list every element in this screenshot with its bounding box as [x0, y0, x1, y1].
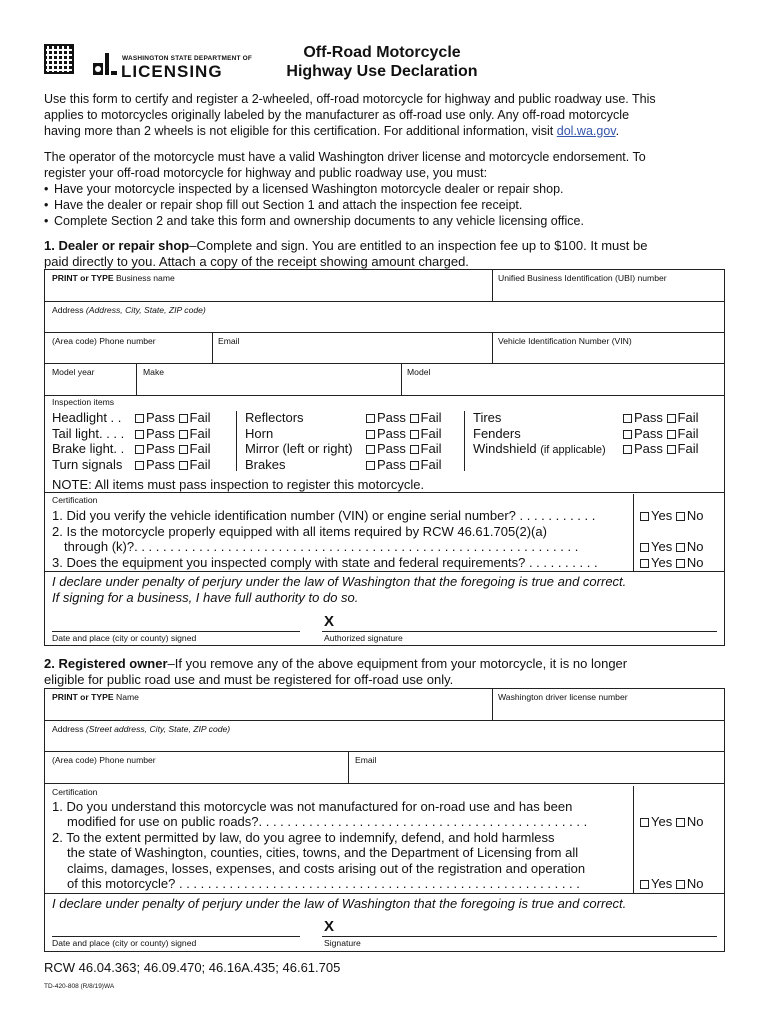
email-field[interactable]: Email [218, 336, 240, 346]
inspection-col-2 [245, 410, 442, 472]
vin-field[interactable]: Vehicle Identification Number (VIN) [498, 336, 632, 346]
fail-checkbox[interactable] [667, 430, 676, 439]
yes-checkbox[interactable] [640, 559, 649, 568]
owner-email-field[interactable]: Email [355, 755, 377, 765]
s2-signature-field[interactable]: Signature [324, 938, 361, 948]
s1-signature-x: X [324, 613, 335, 630]
fail-checkbox[interactable] [667, 445, 676, 454]
inspection-col-1 [52, 410, 211, 472]
fail-checkbox[interactable] [410, 414, 419, 423]
model-year-field[interactable]: Model year [52, 367, 95, 377]
intro-line: applies to motorcycles originally labeled by the manufacturer as off-road use only. Any off-road motorcycle [44, 108, 630, 122]
section1-heading [44, 238, 647, 254]
section1-title: 1. Dealer or repair shop [44, 238, 190, 253]
pass-checkbox[interactable] [135, 430, 144, 439]
yes-checkbox[interactable] [640, 512, 649, 521]
s1-q3-answers: Yes No [640, 555, 703, 570]
s2-question-2b: the state of Washington, counties, cities, towns, and the Department of Licensing from all [67, 845, 579, 860]
pass-checkbox[interactable] [623, 445, 632, 454]
yes-checkbox[interactable] [640, 880, 649, 889]
item-horn: Horn Pass Fail [245, 425, 442, 441]
item-turn-signals: Turn signals Pass Fail [52, 456, 211, 472]
s1-date-place-field[interactable]: Date and place (city or county) signed [52, 633, 197, 643]
s2-signature-x: X [324, 918, 335, 935]
intro-paragraph-1 [44, 91, 656, 139]
fail-checkbox[interactable] [410, 430, 419, 439]
intro-line: having more than 2 wheels is not eligible for this certification. For additional information, visit dol.wa.gov. [44, 124, 620, 138]
pass-checkbox[interactable] [623, 414, 632, 423]
dol-link[interactable]: dol.wa.gov [556, 124, 616, 138]
item-windshield: Windshield (if applicable) Pass Fail [473, 441, 699, 456]
owner-name-field[interactable]: PRINT or TYPE Name [52, 692, 139, 702]
s1-q2-answers: Yes No [640, 539, 703, 554]
fail-checkbox[interactable] [179, 461, 188, 470]
item-tires: Tires Pass Fail [473, 410, 699, 425]
section2-heading [44, 656, 627, 672]
no-checkbox[interactable] [676, 818, 685, 827]
inspection-note: NOTE: All items must pass inspection to register this motorcycle. [52, 477, 425, 492]
phone-field[interactable]: (Area code) Phone number [52, 336, 156, 346]
s1-declaration-1: I declare under penalty of perjury under the law of Washington that the foregoing is true and correct. [52, 574, 627, 589]
dol-logo-icon [90, 51, 118, 82]
yes-checkbox[interactable] [640, 543, 649, 552]
logo-small-text: WASHINGTON STATE DEPARTMENT OF [122, 55, 253, 62]
s2-declaration: I declare under penalty of perjury under the law of Washington that the foregoing is true and correct. [52, 896, 627, 911]
make-field[interactable]: Make [143, 367, 165, 377]
s1-question-2b: through (k)?. . . . . . . . . . . . . . . . . . . . . . . . . . . . . . . . . . . . . . . . . . . . . . . . . . . . . . . . . . . . . . [64, 539, 579, 554]
no-checkbox[interactable] [676, 543, 685, 552]
s1-declaration-2: If signing for a business, I have full authority to do so. [52, 590, 359, 605]
inspection-items-label: Inspection items [52, 397, 115, 407]
bullet-item: • Have the dealer or repair shop fill out Section 1 and attach the inspection fee receipt. [44, 197, 646, 213]
pass-checkbox[interactable] [366, 445, 375, 454]
intro-line: Use this form to certify and register a 2-wheeled, off-road motorcycle for highway and public roadway use. This [44, 92, 656, 106]
pass-checkbox[interactable] [135, 461, 144, 470]
business-name-field[interactable]: PRINT or TYPE Business name [52, 273, 175, 283]
item-reflectors: Reflectors Pass Fail [245, 410, 442, 425]
section2-text: –If you remove any of the above equipment from your motorcycle, it is no longer [167, 656, 628, 671]
intro-line: register your off-road motorcycle for highway and public roadway use, you must: [44, 166, 488, 180]
form-title [262, 43, 502, 81]
no-checkbox[interactable] [676, 880, 685, 889]
item-brakes: Brakes Pass Fail [245, 456, 442, 472]
ubi-field[interactable]: Unified Business Identification (UBI) number [498, 273, 667, 283]
section2-text2: eligible for public road use and must be registered for off-road use only. [44, 672, 454, 687]
fail-checkbox[interactable] [410, 461, 419, 470]
pass-checkbox[interactable] [366, 430, 375, 439]
s2-question-2c: claims, damages, losses, expenses, and costs arising out of the registration and operation [67, 861, 586, 876]
s1-question-1: 1. Did you verify the vehicle identification number (VIN) or engine serial number? . . . . . . . . . . . [52, 508, 596, 523]
item-headlight: Headlight . . Pass Fail [52, 410, 211, 425]
model-field[interactable]: Model [407, 367, 431, 377]
intro-line: The operator of the motorcycle must have a valid Washington driver license and motorcycle endorsement. To [44, 150, 646, 164]
s2-question-2a: 2. To the extent permitted by law, do you agree to indemnify, defend, and hold harmless [52, 830, 555, 845]
pass-checkbox[interactable] [623, 430, 632, 439]
owner-phone-field[interactable]: (Area code) Phone number [52, 755, 156, 765]
item-fenders: Fenders Pass Fail [473, 425, 699, 441]
s1-authorized-signature-field[interactable]: Authorized signature [324, 633, 403, 643]
section2-title: 2. Registered owner [44, 656, 168, 671]
no-checkbox[interactable] [676, 512, 685, 521]
fail-checkbox[interactable] [179, 414, 188, 423]
owner-address-field[interactable]: Address (Street address, City, State, ZIP code) [52, 724, 231, 734]
section1-text2: paid directly to you. Attach a copy of the receipt showing amount charged. [44, 254, 469, 269]
driver-license-field[interactable]: Washington driver license number [498, 692, 628, 702]
fail-checkbox[interactable] [179, 445, 188, 454]
s2-q1-answers: Yes No [640, 814, 703, 829]
s1-question-2a: 2. Is the motorcycle properly equipped with all items required by RCW 46.61.705(2)(a) [52, 524, 547, 539]
fail-checkbox[interactable] [667, 414, 676, 423]
form-title-line2: Highway Use Declaration [286, 63, 478, 80]
fail-checkbox[interactable] [410, 445, 419, 454]
s2-question-1a: 1. Do you understand this motorcycle was not manufactured for on-road use and has been [52, 799, 573, 814]
pass-checkbox[interactable] [135, 445, 144, 454]
s2-q2-answers: Yes No [640, 876, 703, 891]
item-brake-light: Brake light. . Pass Fail [52, 441, 211, 456]
s1-question-3: 3. Does the equipment you inspected comply with state and federal requirements? . . . . . . . . . . [52, 555, 598, 570]
item-mirror: Mirror (left or right) Pass Fail [245, 441, 442, 456]
logo-big-text: LICENSING [121, 62, 223, 81]
s2-question-1b: modified for use on public roads?. . . . . . . . . . . . . . . . . . . . . . . . . . . . . . . . . . . . . . . . . . . . . . [67, 814, 588, 829]
pass-checkbox[interactable] [366, 414, 375, 423]
item-tail-light: Tail light. . . . Pass Fail [52, 425, 211, 441]
pass-checkbox[interactable] [366, 461, 375, 470]
section2-certification-label: Certification [52, 787, 98, 797]
fail-checkbox[interactable] [179, 430, 188, 439]
section1-text: –Complete and sign. You are entitled to an inspection fee up to $100. It must be [189, 238, 648, 253]
inspection-col-3 [473, 410, 699, 457]
form-title-line1: Off-Road Motorcycle [303, 44, 461, 61]
intro-paragraph-2 [44, 149, 646, 229]
form-id: TD-420-808 (R/8/19)WA [44, 983, 115, 990]
s1-q1-answers: Yes No [640, 508, 703, 523]
yes-checkbox[interactable] [640, 818, 649, 827]
no-checkbox[interactable] [676, 559, 685, 568]
s2-date-place-field[interactable]: Date and place (city or county) signed [52, 938, 197, 948]
s2-question-2d: of this motorcycle? . . . . . . . . . . . . . . . . . . . . . . . . . . . . . . . . . . . . . . . . . . . . . . . . . . . . . . . . [67, 876, 580, 891]
pass-checkbox[interactable] [135, 414, 144, 423]
bullet-item: • Have your motorcycle inspected by a licensed Washington motorcycle dealer or repair shop. [44, 181, 646, 197]
qr-code-frame [44, 44, 74, 74]
address-field[interactable]: Address (Address, City, State, ZIP code) [52, 305, 206, 315]
section1-certification-label: Certification [52, 495, 98, 505]
rcw-references: RCW 46.04.363; 46.09.470; 46.16A.435; 46.61.705 [44, 960, 341, 975]
bullet-item: • Complete Section 2 and take this form and ownership documents to any vehicle licensing office. [44, 213, 646, 229]
